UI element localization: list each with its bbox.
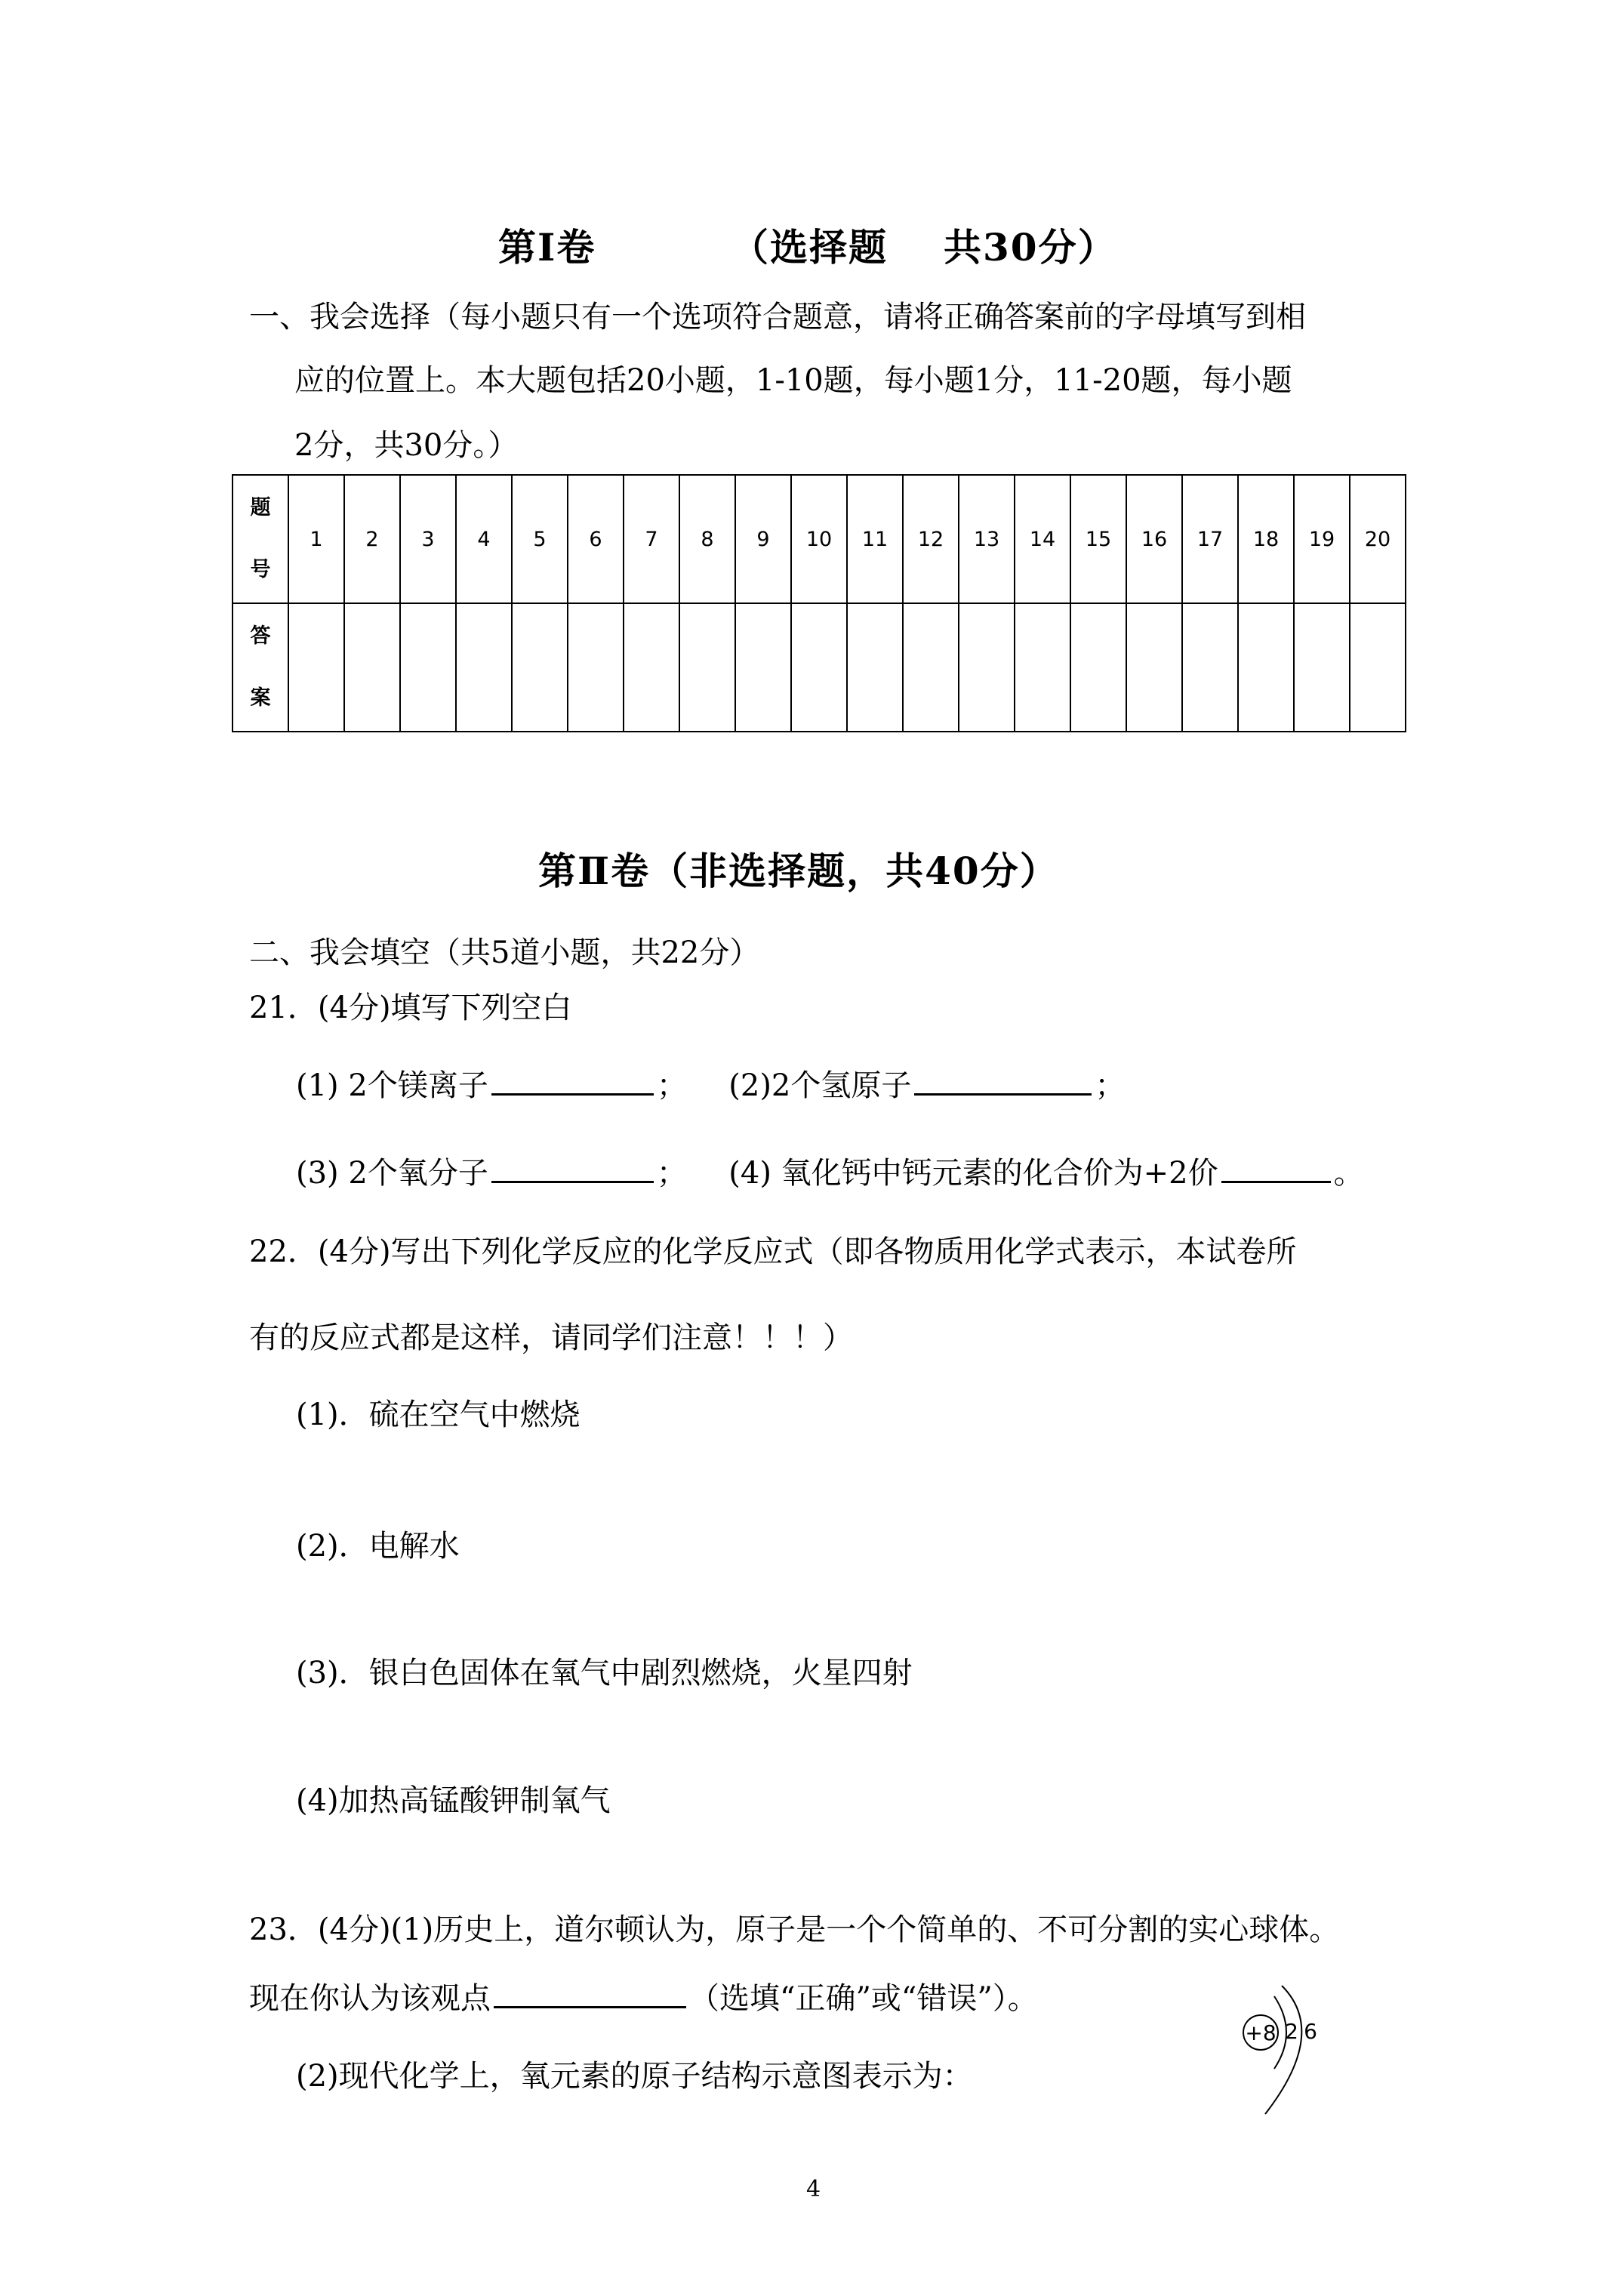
- answer-cell[interactable]: [624, 603, 679, 732]
- page-number: 4: [806, 2176, 821, 2202]
- section1-line3: 2分，共30分。）: [294, 428, 519, 463]
- question-number-row: [233, 475, 1406, 603]
- question-number-cell: 15: [1070, 475, 1126, 603]
- q21-blank4[interactable]: [1221, 1151, 1331, 1183]
- question-number-cell: 7: [624, 475, 679, 603]
- part1-subtitle: （选择题: [731, 225, 888, 270]
- row-header-question-number: [233, 475, 288, 603]
- question-number-cell: 19: [1294, 475, 1350, 603]
- row-header-char: 案: [250, 686, 271, 710]
- q23-line1: 23．(4分)(1)历史上，道尔顿认为，原子是一个个简单的、不可分割的实心球体。: [249, 1912, 1340, 1947]
- answer-cell[interactable]: [568, 603, 624, 732]
- question-number-cell: 17: [1182, 475, 1238, 603]
- answer-cell[interactable]: [847, 603, 903, 732]
- nucleus-charge: +8: [1245, 2020, 1277, 2045]
- answer-cell[interactable]: [1015, 603, 1070, 732]
- answer-cell[interactable]: [1238, 603, 1294, 732]
- q21-stem: 21．(4分)填写下列空白: [249, 991, 572, 1025]
- answer-cell[interactable]: [512, 603, 568, 732]
- q22-stem-line1: 22．(4分)写出下列化学反应的化学反应式（即各物质用化学式表示，本试卷所: [249, 1234, 1297, 1269]
- q21-separator: ；: [656, 1068, 687, 1103]
- question-number-cell: 14: [1015, 475, 1070, 603]
- answer-cell[interactable]: [344, 603, 400, 732]
- q21-blank1[interactable]: [491, 1063, 654, 1096]
- section1-line1: 一、我会选择（每小题只有一个选项符合题意，请将正确答案前的字母填写到相: [249, 300, 1306, 334]
- q21-separator: 。: [1333, 1156, 1364, 1191]
- question-number-cell: 1: [288, 475, 344, 603]
- row-header-char: 答: [250, 624, 271, 648]
- question-number-cell: 16: [1126, 475, 1182, 603]
- question-number-cell: 20: [1350, 475, 1406, 603]
- q22-sub2: (2)．电解水: [296, 1529, 460, 1564]
- question-number-cell: 6: [568, 475, 624, 603]
- question-number-cell: 12: [903, 475, 959, 603]
- answer-table: [232, 474, 1406, 732]
- answer-cell[interactable]: [288, 603, 344, 732]
- answer-cell[interactable]: [959, 603, 1015, 732]
- answer-cell[interactable]: [400, 603, 456, 732]
- q21-separator: ；: [1095, 1068, 1126, 1103]
- q21-line1: [296, 1063, 1125, 1104]
- answer-cell[interactable]: [1350, 603, 1406, 732]
- q22-sub4: (4)加热高锰酸钾制氧气: [296, 1783, 611, 1818]
- question-number-cell: 10: [791, 475, 847, 603]
- question-number-cell: 4: [456, 475, 512, 603]
- answer-cell[interactable]: [456, 603, 512, 732]
- part1-title: 第Ⅰ卷: [498, 225, 596, 270]
- row-header-answer: [233, 603, 288, 732]
- answer-cell[interactable]: [1126, 603, 1182, 732]
- q23-line3: (2)现代化学上，氧元素的原子结构示意图表示为：: [296, 2059, 973, 2094]
- q22-sub1: (1)．硫在空气中燃烧: [296, 1398, 581, 1432]
- question-number-cell: 11: [847, 475, 903, 603]
- q21-line2: [296, 1151, 1364, 1191]
- question-number-cell: 3: [400, 475, 456, 603]
- question-number-cell: 18: [1238, 475, 1294, 603]
- section2-heading: 二、我会填空（共5道小题，共22分）: [249, 935, 760, 970]
- answer-cell[interactable]: [679, 603, 735, 732]
- shell2-electrons: 6: [1304, 2019, 1317, 2044]
- answer-cell[interactable]: [1294, 603, 1350, 732]
- oxygen-atom-diagram: [1229, 1980, 1327, 2123]
- q23-blank[interactable]: [494, 1976, 686, 2008]
- q21-blank2[interactable]: [914, 1063, 1092, 1096]
- question-number-cell: 13: [959, 475, 1015, 603]
- question-number-cell: 5: [512, 475, 568, 603]
- q21-item2-label: (2)2个氢原子: [728, 1068, 912, 1103]
- question-number-cell: 9: [735, 475, 791, 603]
- answer-cell[interactable]: [1070, 603, 1126, 732]
- q23-options: （选填“正确”或“错误”）。: [689, 1981, 1038, 2016]
- answer-cell[interactable]: [903, 603, 959, 732]
- question-number-cell: 8: [679, 475, 735, 603]
- question-number-cell: 2: [344, 475, 400, 603]
- q21-item1-label: (1) 2个镁离子: [296, 1068, 488, 1103]
- shell1-electrons: 2: [1285, 2019, 1298, 2044]
- section1-line2: 应的位置上。本大题包括20小题，1-10题，每小题1分，11-20题，每小题: [294, 363, 1292, 398]
- row-header-char: 号: [250, 558, 271, 581]
- q23-line2: [249, 1976, 1038, 2017]
- q23-prompt: 现在你认为该观点: [249, 1981, 491, 2016]
- q22-stem-line2: 有的反应式都是这样，请同学们注意！！！）: [249, 1321, 853, 1355]
- q22-sub3: (3)．银白色固体在氧气中剧烈燃烧，火星四射: [296, 1656, 913, 1690]
- answer-cell[interactable]: [1182, 603, 1238, 732]
- answer-row: [233, 603, 1406, 732]
- part2-title: 第Ⅱ卷（非选择题，共40分）: [538, 849, 1059, 893]
- row-header-char: 题: [250, 496, 271, 519]
- answer-cell[interactable]: [791, 603, 847, 732]
- part1-score: 共30分）: [944, 225, 1117, 270]
- q21-item3-label: (3) 2个氧分子: [296, 1156, 488, 1191]
- q21-separator: ；: [656, 1156, 687, 1191]
- q21-item4-label: (4) 氧化钙中钙元素的化合价为+2价: [728, 1156, 1218, 1191]
- answer-cell[interactable]: [735, 603, 791, 732]
- q21-blank3[interactable]: [491, 1151, 654, 1183]
